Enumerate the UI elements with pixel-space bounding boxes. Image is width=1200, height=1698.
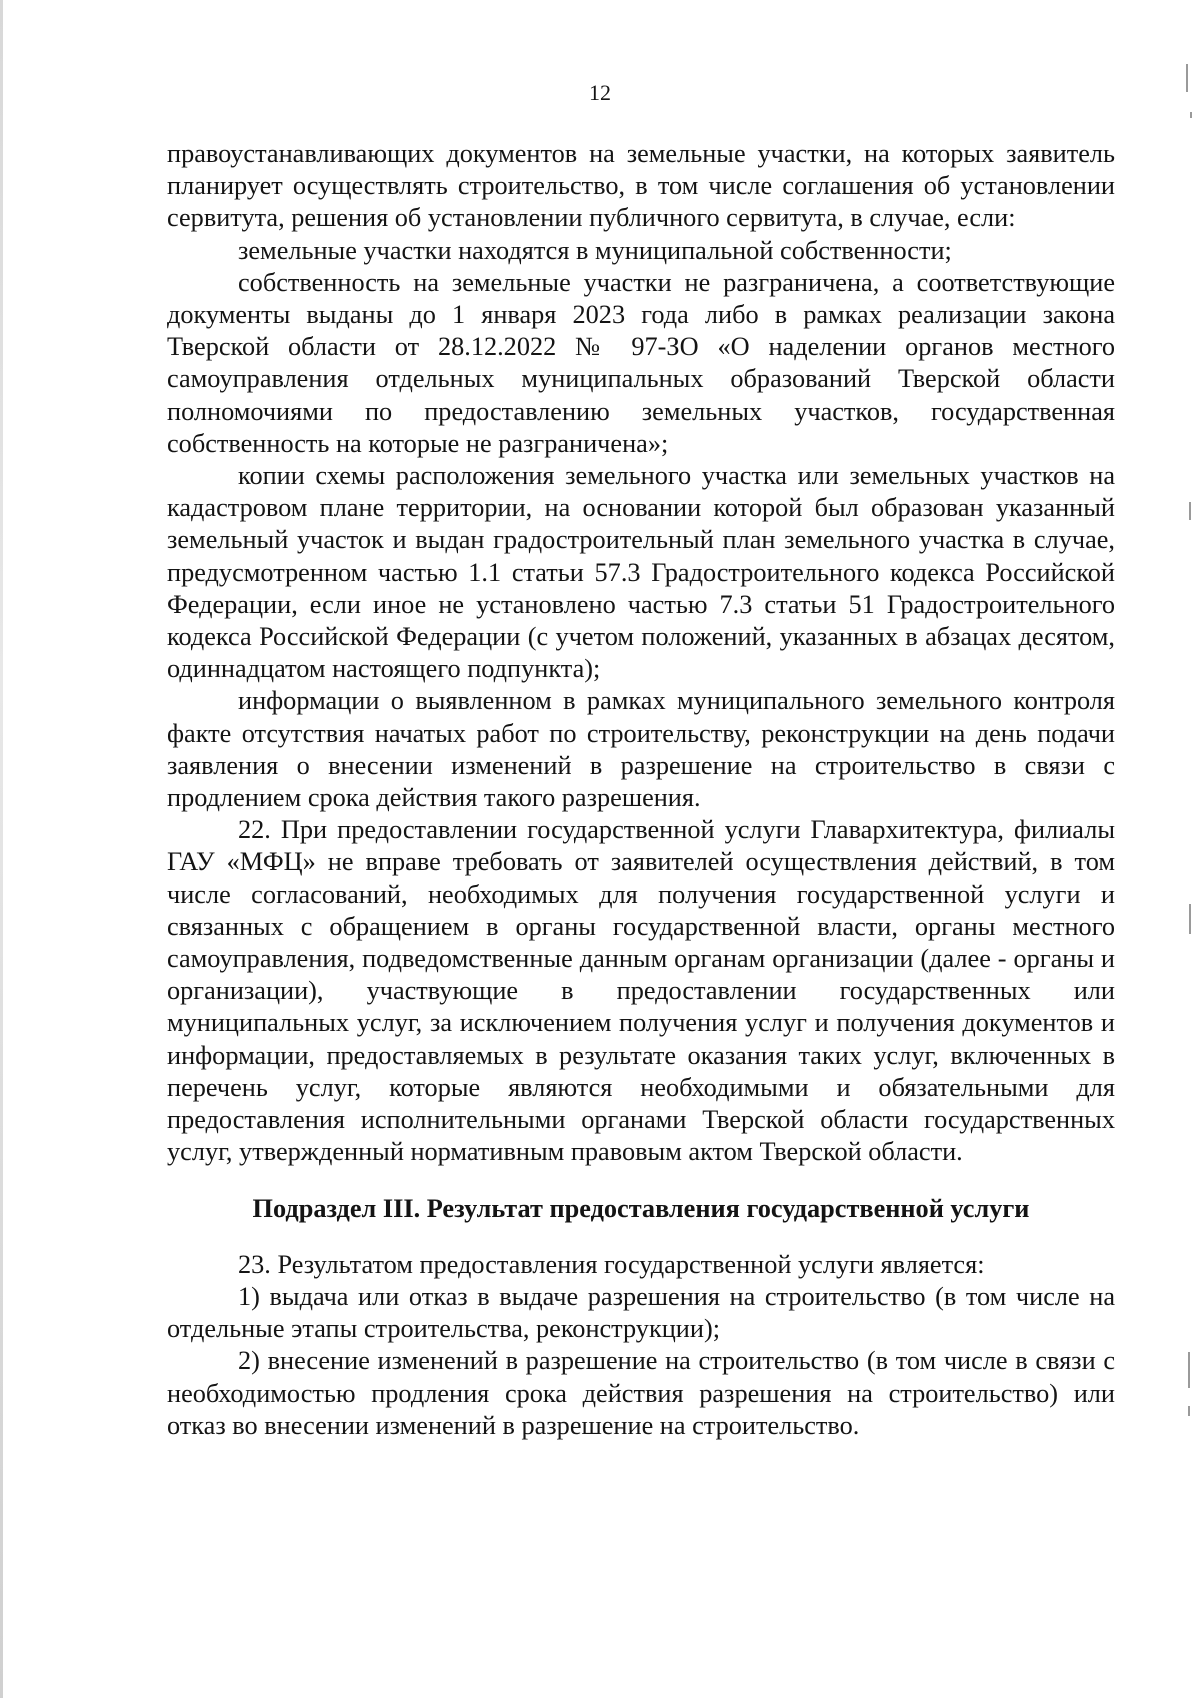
page-number: 12 <box>589 80 611 105</box>
paragraph-control-information: информации о выявленном в рамках муниципального земельного контроля факте отсутствия начатых работ по строительству, реконструкции на день подачи заявления о внесении изменений в разрешение на строительство в связи с продлением срока действия такого разрешения. <box>167 686 1115 813</box>
scan-speck <box>1186 64 1188 92</box>
scan-speck <box>1188 1352 1190 1388</box>
paragraph-23-item-1: 1) выдача или отказ в выдаче разрешения на строительство (в том числе на отдельные этапы строительства, реконструкции); <box>167 1281 1115 1344</box>
paragraph-municipal-property: земельные участки находятся в муниципальной собственности; <box>238 235 952 265</box>
document-body <box>167 138 1115 1442</box>
paragraph-continuation: правоустанавливающих документов на земельные участки, на которых заявитель планирует осуществлять строительство, в том числе соглашения об установлении сервитута, решения об установлении публичного сервитута, в случае, если: <box>167 139 1115 233</box>
scan-speck <box>1189 904 1191 934</box>
scan-speck <box>1189 502 1191 520</box>
paragraph-23: 23. Результатом предоставления государственной услуги является: <box>238 1249 985 1279</box>
paragraph-22: 22. При предоставлении государственной услуги Главархитектура, филиалы ГАУ «МФЦ» не вправе требовать от заявителей осуществления действий, в том числе согласований, необходимых для получения государственной услуги и связанных с обращением в органы государственной власти, органы местного самоуправления, подведомственные данным органам организации (далее - органы и организации), участвующие в предоставлении государственных или муниципальных услуг, за исключением получения услуг и получения документов и информации, предоставляемых в результате оказания таких услуг, включенных в перечень услуг, которые являются необходимыми и обязательными для предоставления исполнительными органами Тверской области государственных услуг, утвержденный нормативным правовым актом Тверской области. <box>167 815 1115 1167</box>
paragraph-property-not-delimited: собственность на земельные участки не разграничена, а соответствующие документы выданы до 1 января 2023 года либо в рамках реализации закона Тверской области от 28.12.2022 № 97-ЗО «О наделении органов местного самоуправления отдельных муниципальных образований Тверской области полномочиями по предоставлению земельных участков, государственная собственность на которые не разграничена»; <box>167 267 1115 458</box>
scan-speck <box>1190 112 1192 118</box>
scan-left-edge <box>0 0 3 1698</box>
scan-speck <box>1188 1406 1190 1416</box>
paragraph-land-scheme-copies: копии схемы расположения земельного участка или земельных участков на кадастровом плане территории, на основании которой был образован указанный земельный участок и выдан градостроительный план земельного участка в случае, предусмотренном частью 1.1 статьи 57.3 Градостроительного кодекса Российской Федерации, если иное не установлено частью 7.3 статьи 51 Градостроительного кодекса Российской Федерации (с учетом положений, указанных в абзацах десятом, одиннадцатом настоящего подпункта); <box>167 461 1115 684</box>
subsection-heading: Подраздел III. Результат предоставления государственной услуги <box>252 1193 1030 1223</box>
paragraph-23-item-2: 2) внесение изменений в разрешение на строительство (в том числе в связи с необходимостью продления срока действия разрешения на строительство) или отказ во внесении изменений в разрешение на строительство. <box>167 1346 1115 1440</box>
